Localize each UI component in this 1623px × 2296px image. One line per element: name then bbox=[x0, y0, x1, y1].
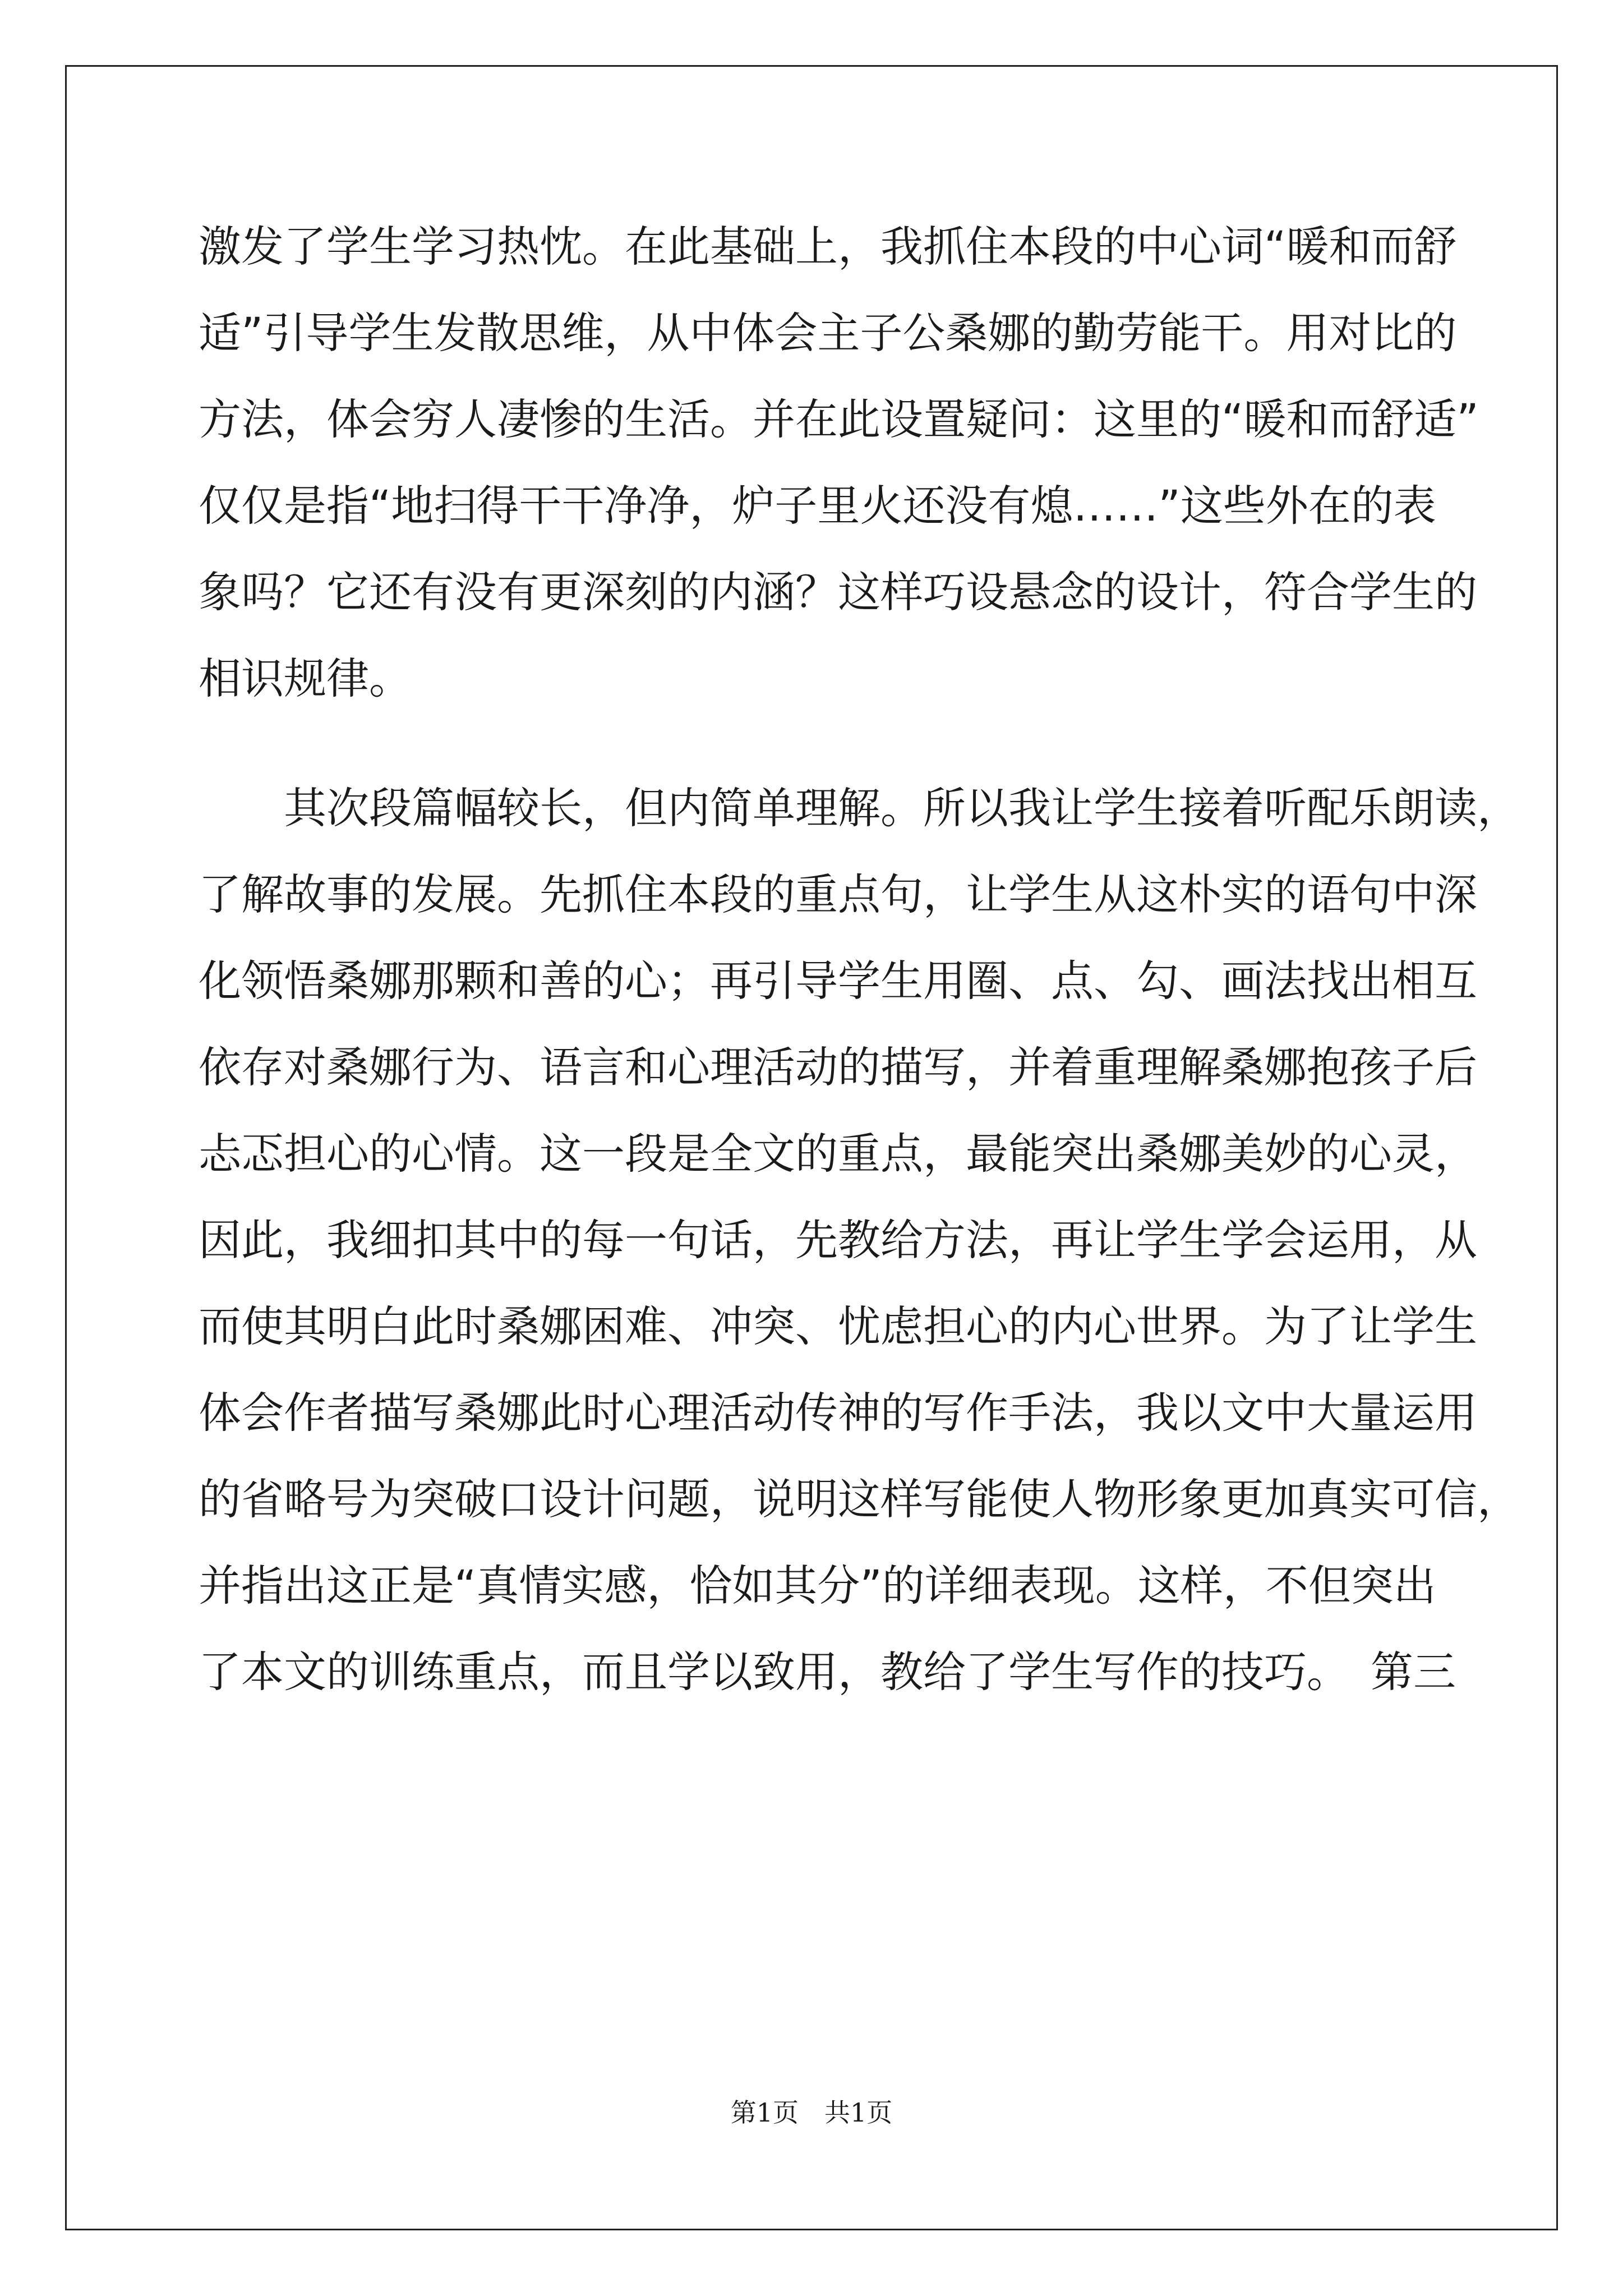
paragraph-2 bbox=[199, 765, 1520, 1715]
text-line: 并指出这正是“真情实感，恰如其分”的详细表现。这样，不但突出 bbox=[199, 1561, 1436, 1611]
paragraph-1 bbox=[199, 204, 1479, 722]
text-line: 了解故事的发展。先抓住本段的重点句，让学生从这朴实的语句中深 bbox=[199, 869, 1477, 919]
text-line: 适”引导学生发散思维，从中体会主子公桑娜的勤劳能干。用对比的 bbox=[199, 308, 1457, 358]
text-line: 相识规律。 bbox=[199, 654, 412, 703]
text-line: 忐忑担心的心情。这一段是全文的重点，最能突出桑娜美妙的心灵， bbox=[199, 1129, 1477, 1179]
text-line: 的省略号为突破口设计问题，说明这样写能使人物形象更加真实可信， bbox=[199, 1474, 1520, 1524]
text-line: 仅仅是指“地扫得干干净净，炉子里火还没有熄……”这些外在的表 bbox=[199, 481, 1436, 531]
text-line: 化领悟桑娜那颗和善的心；再引导学生用圈、点、勾、画法找出相互 bbox=[199, 956, 1477, 1006]
text-line: 而使其明白此时桑娜困难、冲突、忧虑担心的内心世界。为了让学生 bbox=[199, 1301, 1477, 1351]
page-footer: 第1页 共1页 bbox=[730, 2097, 893, 2128]
text-line: 体会作者描写桑娜此时心理活动传神的写作手法，我以文中大量运用 bbox=[199, 1388, 1477, 1438]
text-line: 激发了学生学习热忱。在此基础上，我抓住本段的中心词“暖和而舒 bbox=[199, 222, 1457, 272]
document-body bbox=[199, 204, 1520, 1715]
text-line: 象吗？它还有没有更深刻的内涵？这样巧设悬念的设计，符合学生的 bbox=[199, 567, 1477, 617]
text-line: 依存对桑娜行为、语言和心理活动的描写，并着重理解桑娜抱孩子后 bbox=[199, 1042, 1477, 1092]
text-line: 了本文的训练重点，而且学以致用，教给了学生写作的技巧。 第三 bbox=[199, 1647, 1456, 1697]
text-line: 其次段篇幅较长，但内简单理解。所以我让学生接着听配乐朗读， bbox=[284, 783, 1520, 833]
text-line: 方法，体会穷人凄惨的生活。并在此设置疑问：这里的“暖和而舒适” bbox=[199, 394, 1479, 444]
text-line: 因此，我细扣其中的每一句话，先教给方法，再让学生学会运用，从 bbox=[199, 1215, 1477, 1265]
